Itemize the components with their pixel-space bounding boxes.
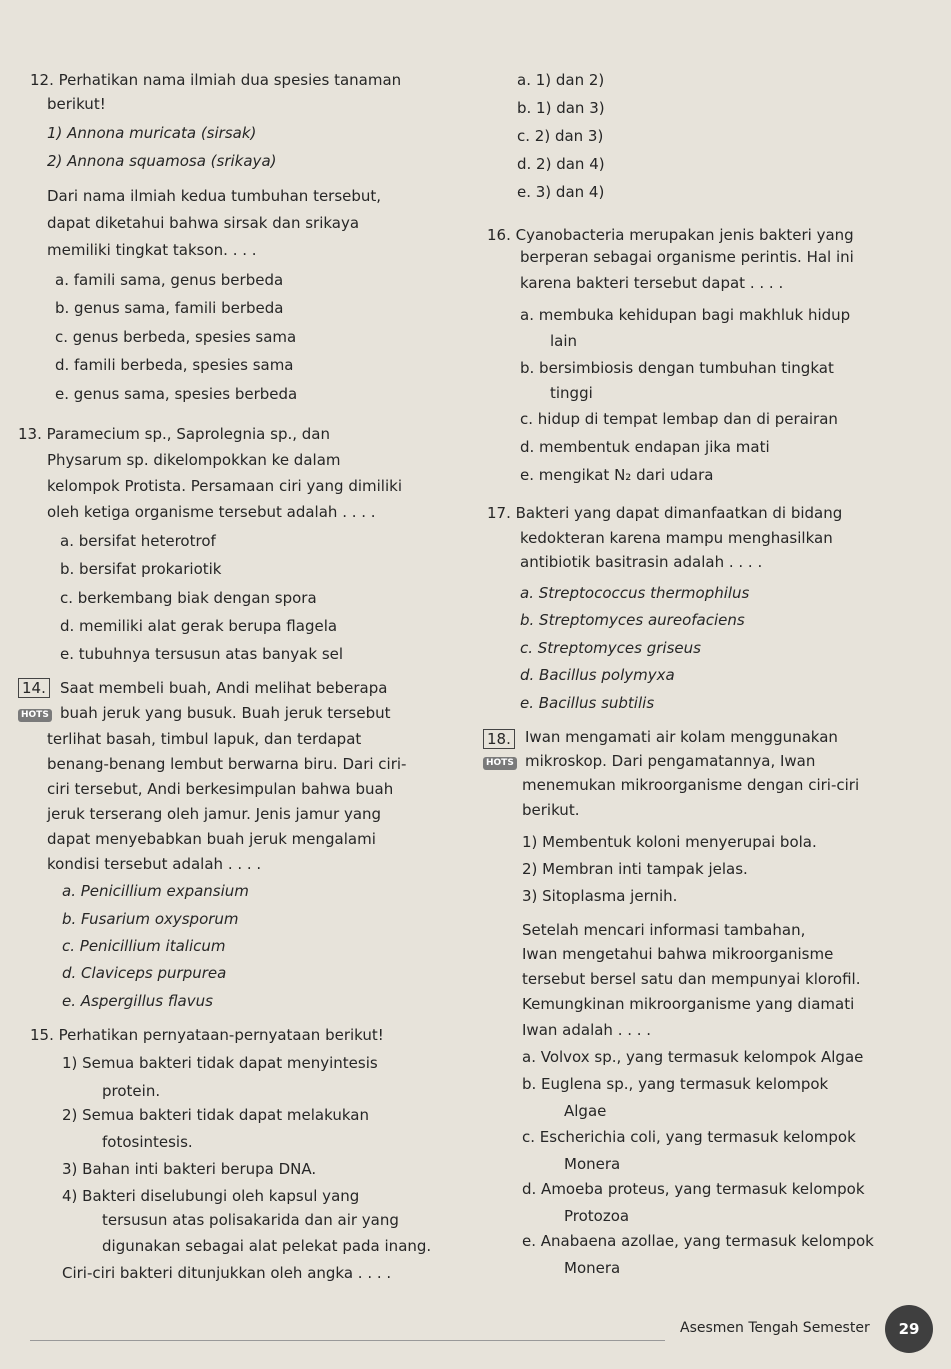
q17-option-a[interactable]: a. Streptococcus thermophilus [520,584,750,602]
q15-line: 2) Semua bakteri tidak dapat melakukan [62,1106,369,1124]
q12-line: memiliki tingkat takson. . . . [47,241,257,259]
q18-line: Kemungkinan mikroorganisme yang diamati [522,995,855,1013]
q18-line: Iwan mengetahui bahwa mikroorganisme [522,945,834,963]
q18-option-c-cont: Monera [564,1155,621,1173]
q14-line: jeruk terserang oleh jamur. Jenis jamur yang [47,805,382,823]
q12-line: 12. Perhatikan nama ilmiah dua spesies tanaman [30,71,402,89]
q16-option-c[interactable]: c. hidup di tempat lembap dan di perairan [520,410,838,428]
q12-option-d[interactable]: d. famili berbeda, spesies sama [55,356,294,374]
q15-option-c[interactable]: c. 2) dan 3) [517,127,604,145]
q15-line: 15. Perhatikan pernyataan-pernyataan berikut! [30,1026,384,1044]
q16-option-d[interactable]: d. membentuk endapan jika mati [520,438,770,456]
q12-line: Dari nama ilmiah kedua tumbuhan tersebut, [47,187,382,205]
q14-number: 14. [18,678,50,698]
hots-badge: HOTS [483,753,517,773]
q13-line: oleh ketiga organisme tersebut adalah . . . . [47,503,376,521]
q15-option-d[interactable]: d. 2) dan 4) [517,155,605,173]
q18-line: Setelah mencari informasi tambahan, [522,921,806,939]
q15-line: protein. [102,1082,161,1100]
q14-line: terlihat basah, timbul lapuk, dan terdapat [47,730,362,748]
q17-option-b[interactable]: b. Streptomyces aureofaciens [520,611,745,629]
q13-line: Physarum sp. dikelompokkan ke dalam [47,451,341,469]
q16-option-a[interactable]: a. membuka kehidupan bagi makhluk hidup [520,306,851,324]
q12-line: 2) Annona squamosa (srikaya) [47,152,277,170]
q14-line: ciri tersebut, Andi berkesimpulan bahwa buah [47,780,394,798]
q14-line: dapat menyebabkan buah jeruk mengalami [47,830,376,848]
q18-line: berikut. [522,801,580,819]
q17-line: kedokteran karena mampu menghasilkan [520,529,833,547]
q15-line: 3) Bahan inti bakteri berupa DNA. [62,1160,317,1178]
q16-option-b-cont: tinggi [550,384,593,402]
q18-line: 3) Sitoplasma jernih. [522,887,678,905]
q15-line: tersusun atas polisakarida dan air yang [102,1211,399,1229]
q18-option-b[interactable]: b. Euglena sp., yang termasuk kelompok [522,1075,829,1093]
page-number: 29 [885,1305,933,1353]
q18-line: mikroskop. Dari pengamatannya, Iwan [525,752,816,770]
q17-line: 17. Bakteri yang dapat dimanfaatkan di bidang [487,504,843,522]
q16-line: berperan sebagai organisme perintis. Hal ini [520,248,854,266]
q12-option-e[interactable]: e. genus sama, spesies berbeda [55,385,298,403]
q15-line: fotosintesis. [102,1133,193,1151]
q14-line: buah jeruk yang busuk. Buah jeruk tersebut [60,704,391,722]
q16-option-b[interactable]: b. bersimbiosis dengan tumbuhan tingkat [520,359,834,377]
q15-option-e[interactable]: e. 3) dan 4) [517,183,605,201]
q13-option-d[interactable]: d. memiliki alat gerak berupa flagela [60,617,338,635]
q14-option-d[interactable]: d. Claviceps purpurea [62,964,227,982]
q13-option-e[interactable]: e. tubuhnya tersusun atas banyak sel [60,645,344,663]
q13-option-a[interactable]: a. bersifat heterotrof [60,532,216,550]
q13-option-c[interactable]: c. berkembang biak dengan spora [60,589,317,607]
q12-option-c[interactable]: c. genus berbeda, spesies sama [55,328,297,346]
q18-line: menemukan mikroorganisme dengan ciri-ciri [522,776,860,794]
q15-line: 4) Bakteri diselubungi oleh kapsul yang [62,1187,360,1205]
q13-line: kelompok Protista. Persamaan ciri yang dimiliki [47,477,402,495]
q13-option-b[interactable]: b. bersifat prokariotik [60,560,222,578]
q14-option-b[interactable]: b. Fusarium oxysporum [62,910,239,928]
q15-option-a[interactable]: a. 1) dan 2) [517,71,605,89]
q18-line: 1) Membentuk koloni menyerupai bola. [522,833,817,851]
footer-label: Asesmen Tengah Semester [680,1320,870,1336]
q14-line: kondisi tersebut adalah . . . . [47,855,262,873]
q18-line: tersebut bersel satu dan mempunyai klorofil. [522,970,861,988]
q17-option-d[interactable]: d. Bacillus polymyxa [520,666,675,684]
q16-option-a-cont: lain [550,332,578,350]
q15-line: 1) Semua bakteri tidak dapat menyintesis [62,1054,378,1072]
q18-line: Iwan mengamati air kolam menggunakan [525,728,838,746]
q18-line: Iwan adalah . . . . [522,1021,652,1039]
q15-line: digunakan sebagai alat pelekat pada inang. [102,1237,432,1255]
q12-line: 1) Annona muricata (sirsak) [47,124,257,142]
q16-option-e[interactable]: e. mengikat N₂ dari udara [520,466,714,484]
q17-option-e[interactable]: e. Bacillus subtilis [520,694,655,712]
q14-option-a[interactable]: a. Penicillium expansium [62,882,249,900]
q18-line: 2) Membran inti tampak jelas. [522,860,748,878]
q18-option-a[interactable]: a. Volvox sp., yang termasuk kelompok Algae [522,1048,864,1066]
q18-option-e[interactable]: e. Anabaena azollae, yang termasuk kelompok [522,1232,874,1250]
hots-badge: HOTS [18,705,52,725]
q18-option-c[interactable]: c. Escherichia coli, yang termasuk kelompok [522,1128,856,1146]
q14-option-e[interactable]: e. Aspergillus flavus [62,992,213,1010]
q14-line: benang-benang lembut berwarna biru. Dari ciri- [47,755,407,773]
q17-option-c[interactable]: c. Streptomyces griseus [520,639,701,657]
q18-option-b-cont: Algae [564,1102,607,1120]
q16-line: karena bakteri tersebut dapat . . . . [520,274,784,292]
q18-number: 18. [483,729,515,749]
q14-line: Saat membeli buah, Andi melihat beberapa [60,679,388,697]
q12-option-b[interactable]: b. genus sama, famili berbeda [55,299,284,317]
q15-line: Ciri-ciri bakteri ditunjukkan oleh angka . . . . [62,1264,392,1282]
q12-line: berikut! [47,95,106,113]
q18-option-d-cont: Protozoa [564,1207,630,1225]
q12-option-a[interactable]: a. famili sama, genus berbeda [55,271,284,289]
q17-line: antibiotik basitrasin adalah . . . . [520,553,763,571]
q13-line: 13. Paramecium sp., Saprolegnia sp., dan [18,425,330,443]
q18-option-e-cont: Monera [564,1259,621,1277]
footer-divider [30,1340,665,1341]
q14-option-c[interactable]: c. Penicillium italicum [62,937,226,955]
q12-line: dapat diketahui bahwa sirsak dan srikaya [47,214,360,232]
q15-option-b[interactable]: b. 1) dan 3) [517,99,605,117]
q18-option-d[interactable]: d. Amoeba proteus, yang termasuk kelompok [522,1180,865,1198]
q16-line: 16. Cyanobacteria merupakan jenis bakteri yang [487,226,854,244]
